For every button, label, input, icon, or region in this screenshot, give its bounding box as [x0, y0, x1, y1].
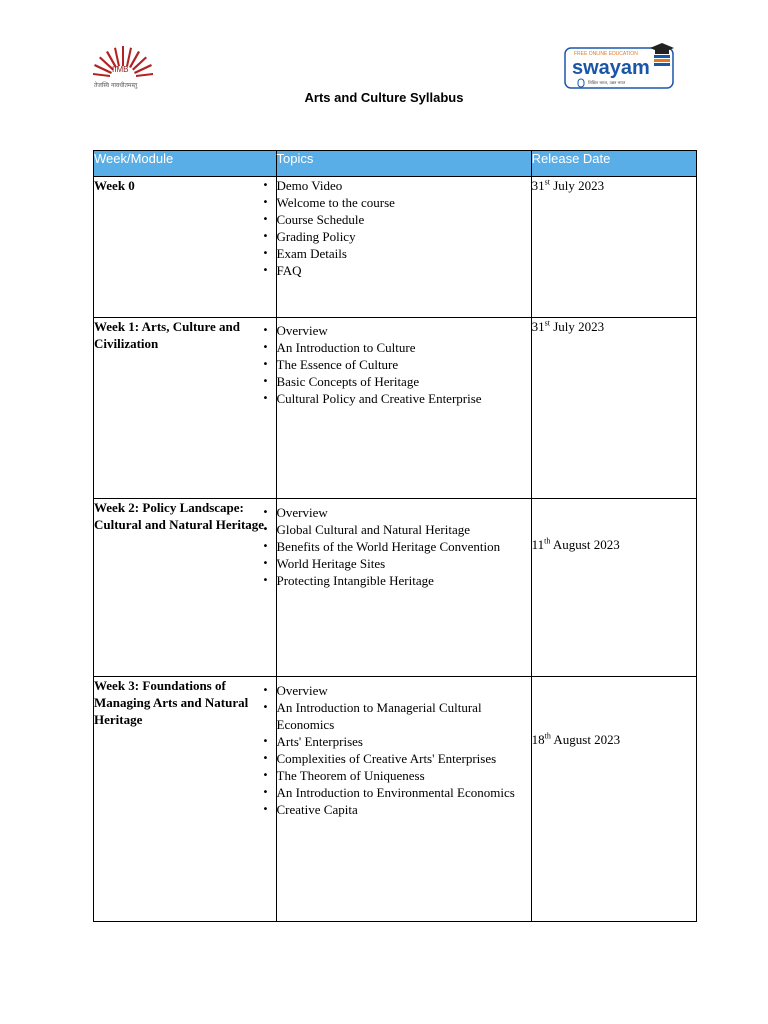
- table-row: [94, 499, 697, 677]
- week-cell: [94, 318, 277, 499]
- swayam-logo-tagline: शिक्षित भारत, उन्नत भारत: [588, 80, 626, 85]
- release-date-day: 31: [531, 319, 545, 334]
- column-header-topics: Topics: [276, 151, 531, 177]
- topic-item: • An Introduction to Environmental Economics: [277, 784, 531, 801]
- topic-item: • An Introduction to Managerial Cultural Economics: [277, 699, 531, 733]
- topic-item: • Creative Capita: [277, 801, 531, 818]
- release-date-suffix: st: [544, 318, 550, 328]
- swayam-logo: [564, 42, 676, 90]
- topic-list: [277, 504, 531, 589]
- release-date-month-year: July 2023: [549, 178, 605, 193]
- topic-item: • Course Schedule: [277, 211, 531, 228]
- topic-item: • The Essence of Culture: [277, 356, 531, 373]
- column-header-release-date: Release Date: [531, 151, 696, 177]
- release-date-suffix: th: [544, 536, 551, 546]
- topic-item: • Benefits of the World Heritage Convention: [277, 538, 531, 555]
- topic-item: • Protecting Intangible Heritage: [277, 572, 531, 589]
- week-label: Week 3: Foundations of Managing Arts and Natural Heritage: [94, 678, 249, 727]
- topic-item: • Overview: [277, 504, 531, 521]
- release-date-cell: [531, 677, 696, 922]
- release-date-day: 31: [531, 178, 545, 193]
- topic-item: • An Introduction to Culture: [277, 339, 531, 356]
- topic-item: • Complexities of Creative Arts' Enterprises: [277, 750, 531, 767]
- topics-cell: [276, 677, 531, 922]
- topic-item: • Global Cultural and Natural Heritage: [277, 521, 531, 538]
- release-date-day: 18: [531, 732, 545, 747]
- topic-list: [277, 322, 531, 407]
- topic-item: • Overview: [277, 322, 531, 339]
- page-title: Arts and Culture Syllabus: [304, 90, 464, 105]
- topic-item: • Exam Details: [277, 245, 531, 262]
- release-date-month-year: July 2023: [549, 319, 605, 334]
- topic-list: [277, 682, 531, 818]
- release-date-suffix: th: [544, 731, 551, 741]
- iimb-logo-text: IIMB: [112, 65, 129, 74]
- topics-cell: [276, 318, 531, 499]
- swayam-logo-wordmark: swayam: [572, 57, 650, 79]
- swayam-logo-top-text: FREE ONLINE EDUCATION: [574, 51, 638, 57]
- release-date-cell: [531, 177, 696, 318]
- week-label: Week 2: Policy Landscape: Cultural and Natural Heritage: [94, 500, 265, 532]
- release-date-day: 11: [531, 537, 545, 552]
- topic-item: • Overview: [277, 682, 531, 699]
- release-date-suffix: st: [544, 177, 550, 187]
- release-date-month-year: August 2023: [550, 537, 620, 552]
- release-date-month-year: August 2023: [550, 732, 621, 747]
- week-cell: [94, 499, 277, 677]
- week-cell: [94, 677, 277, 922]
- table-row: [94, 318, 697, 499]
- column-header-week: Week/Module: [94, 151, 277, 177]
- topic-item: • The Theorem of Uniqueness: [277, 767, 531, 784]
- week-label: Week 1: Arts, Culture and Civilization: [94, 319, 241, 351]
- topic-item: • FAQ: [277, 262, 531, 279]
- topic-item: • World Heritage Sites: [277, 555, 531, 572]
- topics-cell: [276, 499, 531, 677]
- topic-list: [277, 177, 531, 279]
- topic-item: • Welcome to the course: [277, 194, 531, 211]
- topic-item: • Grading Policy: [277, 228, 531, 245]
- topics-cell: [276, 177, 531, 318]
- table-row: [94, 677, 697, 922]
- table-row: [94, 177, 697, 318]
- week-cell: [94, 177, 277, 318]
- topic-item: • Demo Video: [277, 177, 531, 194]
- release-date-cell: [531, 499, 696, 677]
- week-label: Week 0: [94, 178, 135, 193]
- syllabus-table: [93, 150, 697, 922]
- table-header-row: [94, 151, 697, 177]
- topic-item: • Basic Concepts of Heritage: [277, 373, 531, 390]
- topic-item: • Cultural Policy and Creative Enterprise: [277, 390, 531, 407]
- release-date-cell: [531, 318, 696, 499]
- iimb-logo-tagline: तेजस्वि नावधीतमस्तु: [94, 82, 138, 89]
- topic-item: • Arts' Enterprises: [277, 733, 531, 750]
